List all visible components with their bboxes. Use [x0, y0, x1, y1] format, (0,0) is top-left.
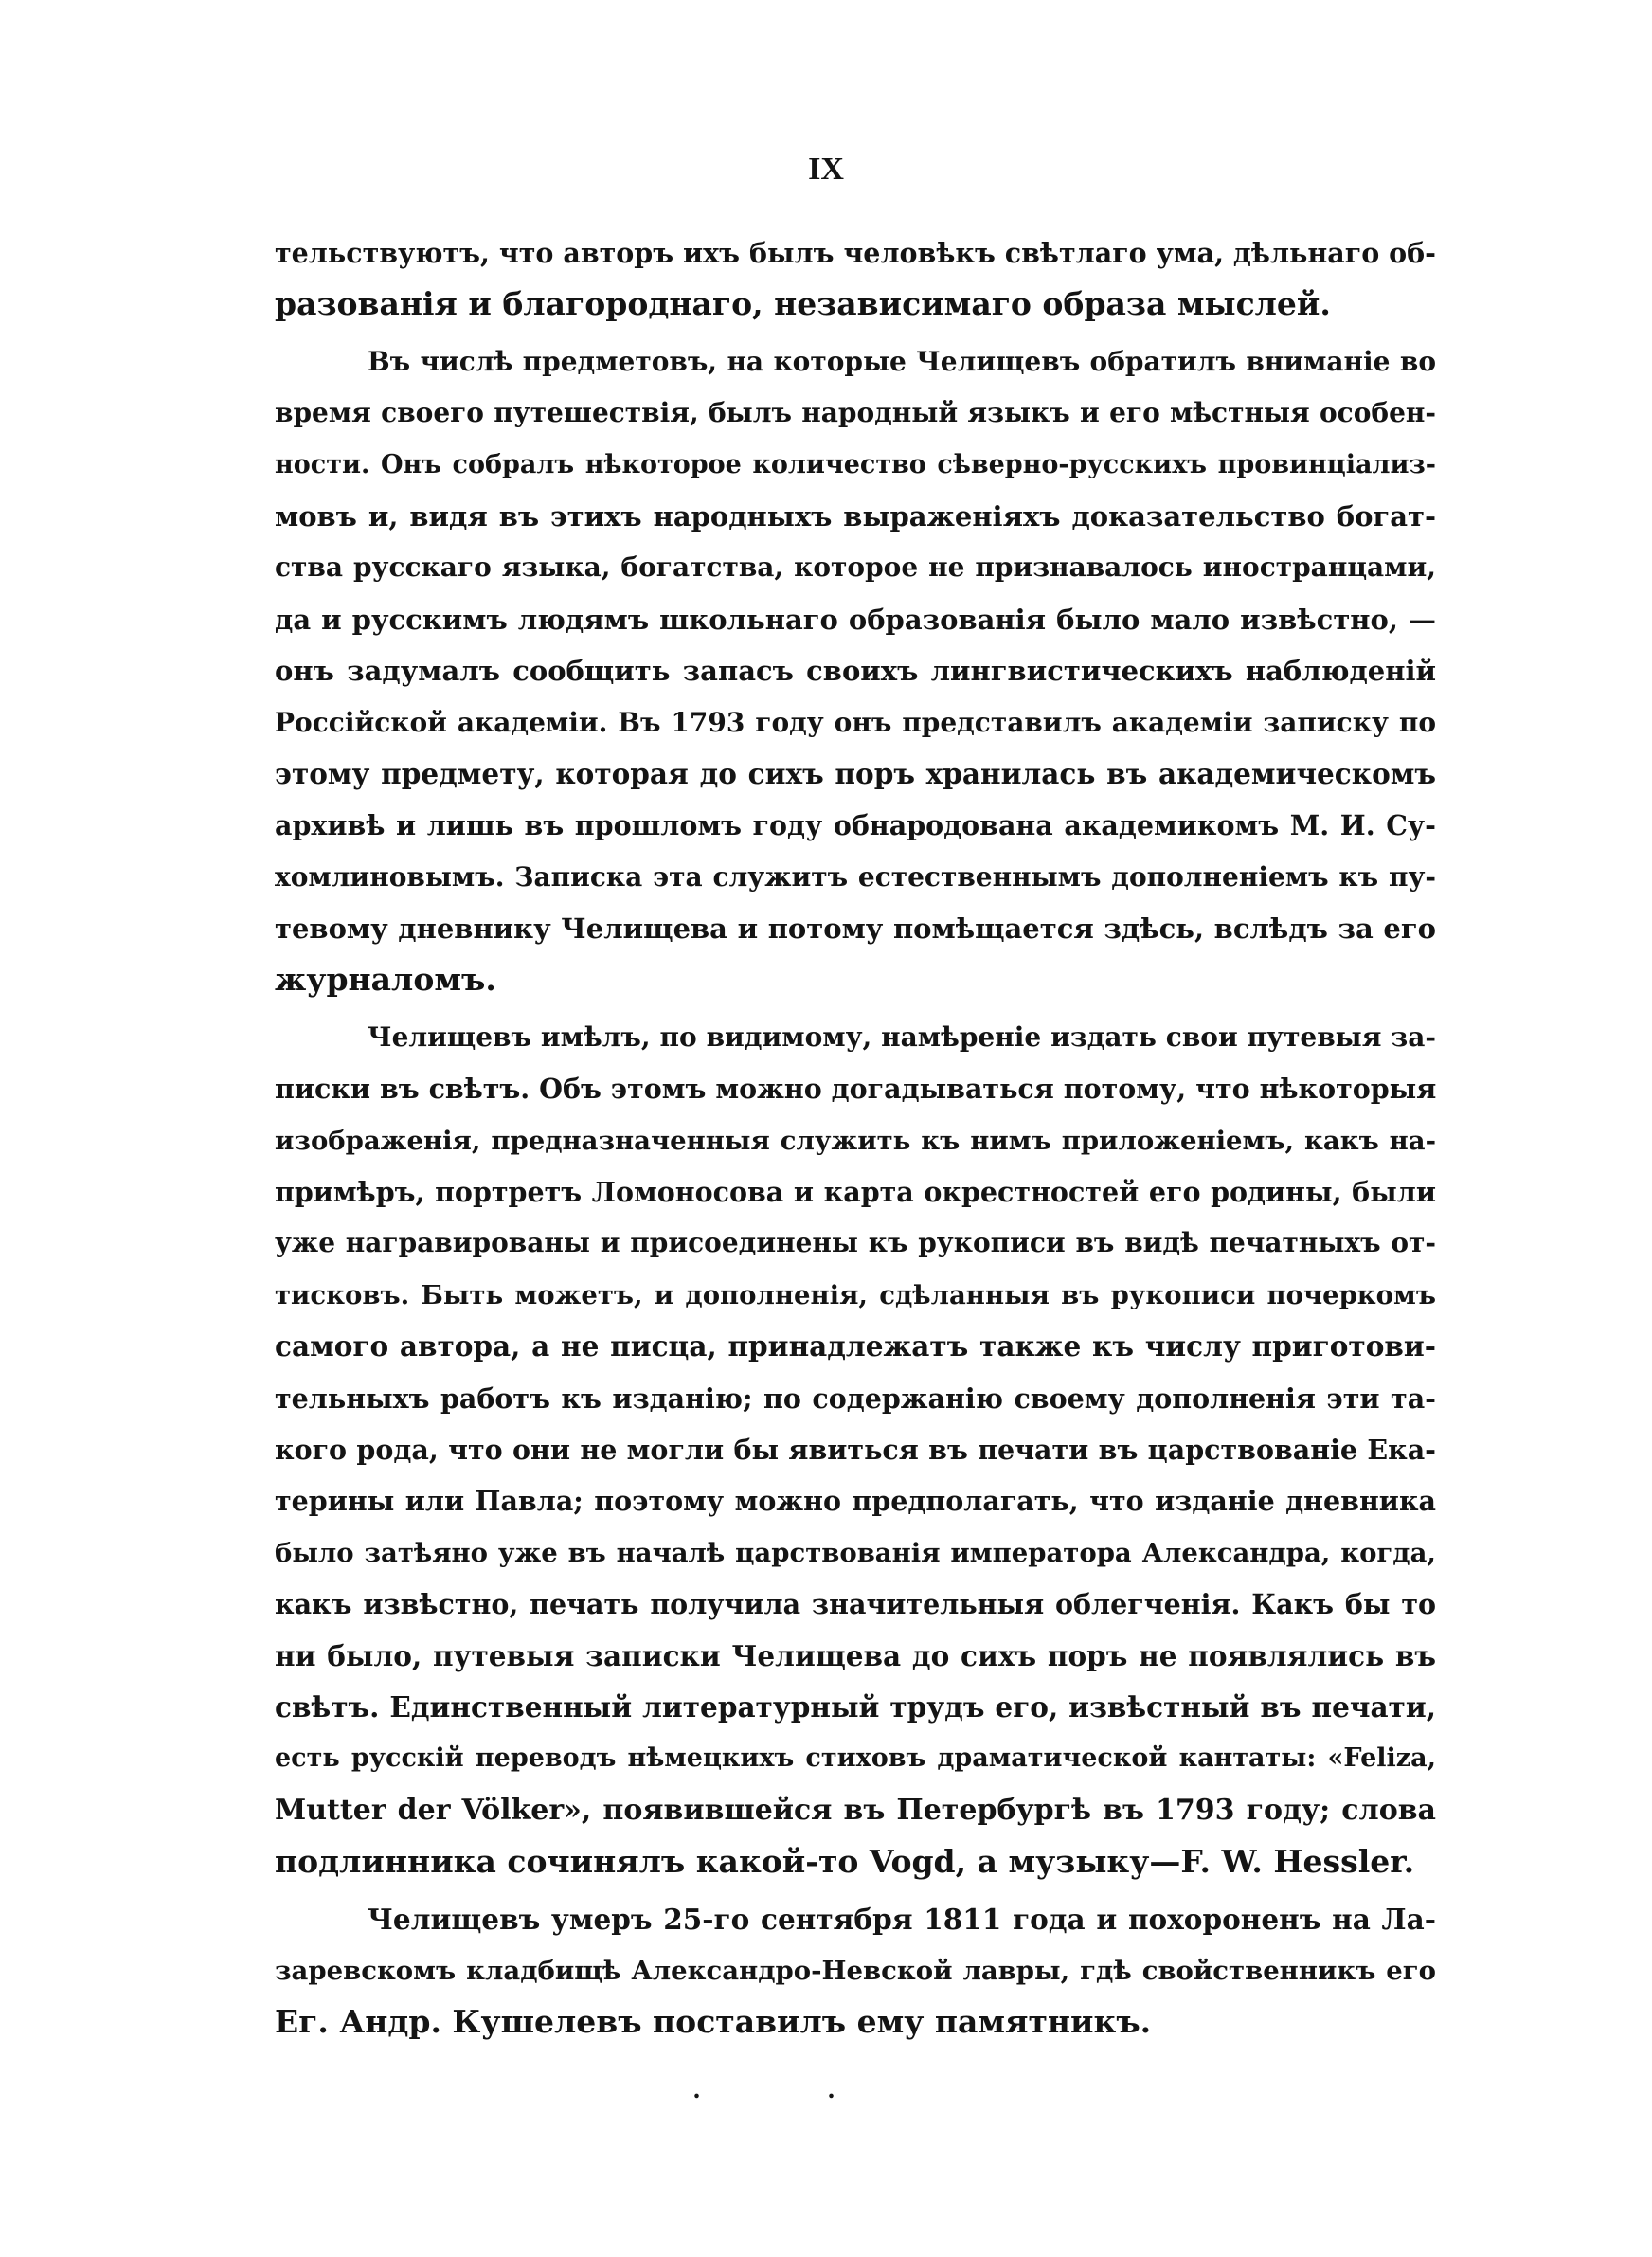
text-line: да и русскимъ людямъ школьнаго образованія было мало извѣстно, —	[275, 603, 1436, 636]
text-line: заревскомъ кладбищѣ Александро-Невской лавры, гдѣ свойственникъ его	[275, 1955, 1436, 1986]
paragraph	[275, 336, 1436, 1006]
text-line: разованія и благороднаго, независимаго образа мыслей.	[275, 285, 1331, 323]
text-line: тельствуютъ, что авторъ ихъ былъ человѣкъ свѣтлаго ума, дѣльнаго об-	[275, 237, 1436, 269]
body-text	[275, 227, 1436, 2049]
paragraph	[275, 227, 1436, 331]
footer-marks: . .	[693, 2075, 895, 2104]
text-line: хомлиновымъ. Записка эта служитъ естественнымъ дополненіемъ къ пу-	[275, 860, 1436, 893]
text-line: кого рода, что они не могли бы явиться въ печати въ царствованіе Ека-	[275, 1433, 1436, 1466]
text-line: подлинника сочинялъ какой-то Vogd, а музыку—F. W. Hessler.	[275, 1843, 1415, 1881]
text-line: тисковъ. Быть можетъ, и дополненія, сдѣланныя въ рукописи почеркомъ	[275, 1279, 1436, 1310]
text-line: архивѣ и лишь въ прошломъ году обнародована академикомъ М. И. Су-	[275, 809, 1436, 842]
text-line: этому предмету, которая до сихъ поръ хранилась въ академическомъ	[275, 756, 1436, 790]
text-line: Челищевъ имѣлъ, по видимому, намѣреніе издать свои путевыя за-	[368, 1020, 1436, 1053]
text-line: ства русскаго языка, богатства, которое не признавалось иностранцами,	[275, 551, 1436, 584]
text-line: время своего путешествія, былъ народный языкъ и его мѣстныя особен-	[275, 397, 1436, 429]
text-line: ни было, путевыя записки Челищева до сихъ поръ не появлялись въ	[275, 1638, 1436, 1672]
paragraph	[275, 1894, 1436, 2049]
text-line: уже награвированы и присоединены къ рукописи въ видѣ печатныхъ от-	[275, 1227, 1436, 1259]
text-line: изображенія, предназначенныя служить къ нимъ приложеніемъ, какъ на-	[275, 1125, 1436, 1156]
text-line: онъ задумалъ сообщить запасъ своихъ лингвистическихъ наблюденій	[275, 655, 1436, 688]
text-line: терины или Павла; поэтому можно предполагать, что изданіе дневника	[275, 1485, 1436, 1518]
text-line: журналомъ.	[275, 961, 496, 999]
text-line: Въ числѣ предметовъ, на которые Челищевъ обратилъ вниманіе во	[368, 345, 1436, 377]
text-line: Ег. Андр. Кушелевъ поставилъ ему памятникъ.	[275, 2003, 1152, 2041]
text-line: было затѣяно уже въ началѣ царствованія императора Александра, когда,	[275, 1537, 1436, 1568]
text-line: мовъ и, видя въ этихъ народныхъ выраженіяхъ доказательство богат-	[275, 499, 1436, 533]
text-line: примѣръ, портретъ Ломоносова и карта окрестностей его родины, были	[275, 1176, 1436, 1209]
text-line: Россійской академіи. Въ 1793 году онъ представилъ академіи записку по	[275, 706, 1436, 738]
text-line: Челищевъ умеръ 25-го сентября 1811 года и похороненъ на Ла-	[368, 1902, 1436, 1936]
text-line: ности. Онъ собралъ нѣкоторое количество сѣверно-русскихъ провинціализ-	[275, 449, 1436, 479]
text-line: писки въ свѣтъ. Объ этомъ можно догадываться потому, что нѣкоторыя	[275, 1073, 1436, 1106]
text-line: тевому дневнику Челищева и потому помѣщается здѣсь, вслѣдъ за его	[275, 912, 1436, 946]
text-line: какъ извѣстно, печать получила значительныя облегченія. Какъ бы то	[275, 1588, 1436, 1621]
text-line: тельныхъ работъ къ изданію; по содержанію своему дополненія эти та-	[275, 1381, 1436, 1415]
paragraph	[275, 1012, 1436, 1888]
page-number: IX	[808, 152, 844, 187]
text-line: свѣтъ. Единственный литературный трудъ его, извѣстный въ печати,	[275, 1689, 1436, 1724]
text-line: самого автора, а не писца, принадлежатъ также къ числу приготови-	[275, 1329, 1436, 1363]
text-line: есть русскій переводъ нѣмецкихъ стиховъ драматической кантаты: «Feliza,	[275, 1743, 1436, 1774]
text-line: Mutter der Völker», появившейся въ Петербургѣ въ 1793 году; слова	[275, 1793, 1436, 1827]
